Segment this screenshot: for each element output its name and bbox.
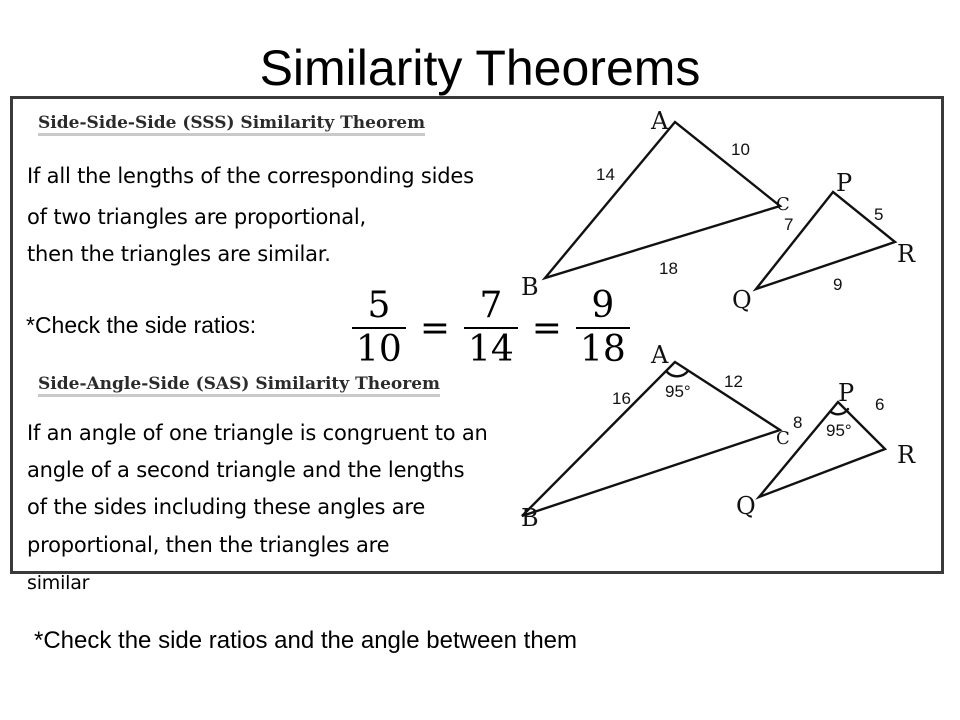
sss-side-pr: 5: [874, 205, 884, 224]
sas-line-5: similar: [27, 572, 90, 594]
sas-triangle-pqr: [759, 402, 885, 497]
sas-vertex-b: B: [521, 504, 539, 532]
ratio-1-denominator: 10: [356, 329, 402, 370]
equals-sign: =: [531, 307, 562, 349]
ratio-2-denominator: 14: [467, 329, 514, 370]
sas-heading: Side-Angle-Side (SAS) Similarity Theorem: [38, 374, 441, 394]
sas-angle-p: 95°: [826, 421, 852, 440]
sas-side-pq: 8: [793, 413, 803, 432]
sas-line-2: angle of a second triangle and the lengths: [27, 458, 465, 482]
sas-angle-arc-a: [667, 371, 688, 376]
sas-side-ab: 16: [612, 389, 631, 408]
ratio-3-numerator: 9: [591, 285, 615, 326]
sas-vertex-c: C: [776, 428, 790, 449]
sss-vertex-p: P: [836, 169, 853, 197]
sas-angle-a: 95°: [665, 382, 691, 401]
sss-side-bc: 18: [659, 259, 678, 278]
ratio-1-numerator: 5: [367, 285, 391, 326]
sas-vertex-a: A: [651, 341, 669, 369]
sss-vertex-b: B: [521, 273, 539, 301]
page-title: Similarity Theorems: [259, 40, 701, 96]
sas-line-1: If an angle of one triangle is congruent to an: [27, 421, 488, 445]
sss-heading: Side-Side-Side (SSS) Similarity Theorem: [38, 113, 426, 133]
sss-line-1: If all the lengths of the corresponding sides: [27, 164, 474, 188]
sas-side-pr: 6: [875, 395, 885, 414]
sss-line-3: then the triangles are similar.: [27, 242, 331, 266]
sss-line-2: of two triangles are proportional,: [27, 205, 367, 229]
sas-vertex-r: R: [897, 441, 916, 469]
sss-vertex-a: A: [651, 107, 669, 135]
ratio-2-numerator: 7: [479, 285, 503, 326]
sss-vertex-c: C: [776, 194, 790, 215]
equals-sign: =: [419, 307, 450, 349]
sss-check-note: *Check the side ratios:: [26, 312, 257, 338]
sas-vertex-p: P: [838, 379, 855, 407]
sas-line-3: of the sides including these angles are: [27, 495, 426, 519]
sss-side-ac: 10: [731, 140, 750, 159]
sas-line-4: proportional, then the triangles are: [27, 533, 390, 557]
sss-vertex-q: Q: [732, 286, 752, 314]
sss-side-pq: 7: [784, 215, 794, 234]
sas-vertex-q: Q: [736, 492, 756, 520]
footer-note: *Check the side ratios and the angle between them: [34, 627, 578, 654]
sss-side-ab: 14: [596, 165, 615, 184]
sss-side-qr: 9: [833, 275, 843, 294]
sas-side-ac: 12: [724, 372, 743, 391]
sss-vertex-r: R: [897, 240, 916, 268]
ratio-3-denominator: 18: [579, 329, 626, 370]
